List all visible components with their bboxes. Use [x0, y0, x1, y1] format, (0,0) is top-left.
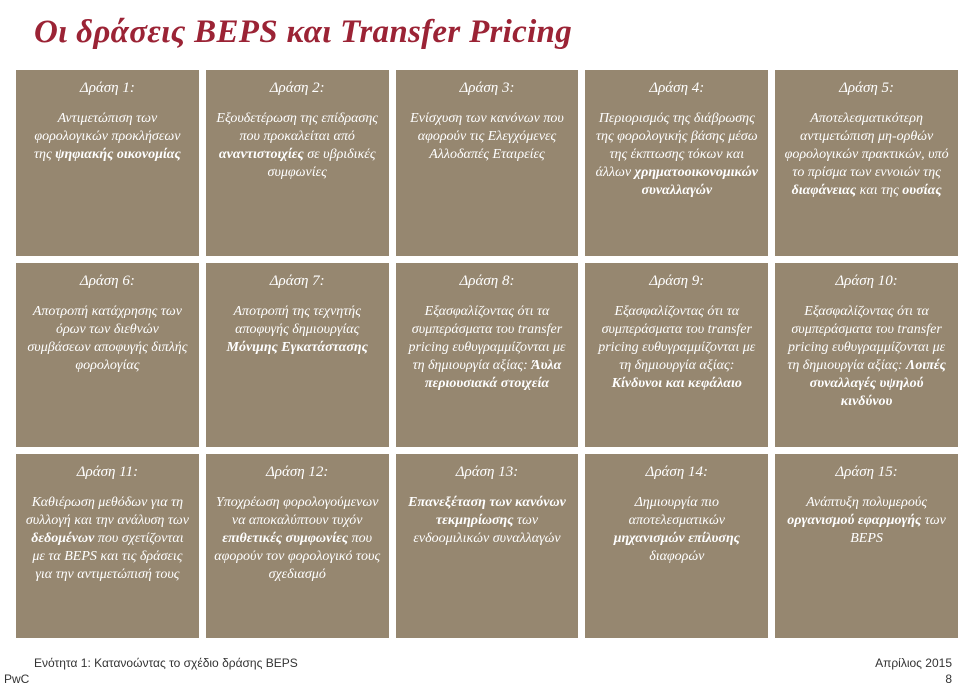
action-text: που σχετίζονται με τα BEPS και τις δράσεις για την αντιμετώπισή τους	[32, 531, 184, 582]
action-text: των BEPS	[850, 513, 946, 546]
action-body	[16, 110, 199, 164]
footer-section: Ενότητα 1: Κατανοώντας το σχέδιο δράσης BEPS	[34, 656, 298, 670]
action-card	[206, 454, 389, 638]
action-text: Υποχρέωση φορολογούμενων να αποκαλύπτουν τυχόν	[215, 495, 379, 528]
action-text: Αποτροπή της τεχνητής αποφυγής δημιουργίας	[233, 304, 361, 337]
action-body	[585, 303, 768, 393]
action-title: Δράση 15:	[835, 464, 898, 480]
page-number: 8	[945, 672, 952, 686]
action-text: των ενδοομιλικών συναλλαγών	[413, 513, 561, 546]
action-title: Δράση 14:	[645, 464, 709, 480]
action-title: Δράση 11:	[76, 464, 139, 480]
action-text: Ενίσχυση των κανόνων που αφορούν τις Ελεγχόμενες Αλλοδαπές Εταιρείες	[410, 111, 564, 162]
action-text: Ανάπτυξη πολυμερούς	[806, 495, 928, 510]
actions-row-2	[16, 263, 958, 447]
action-body	[16, 494, 199, 584]
action-text: Αποτελεσματικότερη αντιμετώπιση μη-ορθών φορολογικών πρακτικών, υπό το πρίσμα των εννοιών της	[784, 111, 949, 180]
action-text-emphasis: Μόνιμης Εγκατάστασης	[226, 340, 368, 355]
action-text-emphasis: διαφάνειας	[791, 183, 857, 198]
action-title: Δράση 7:	[269, 273, 325, 289]
action-text: Περιορισμός της διάβρωσης της φορολογικής βάσης μέσω της έκπτωσης τόκων και άλλων	[595, 111, 758, 180]
action-text-emphasis: ψηφιακής οικονομίας	[55, 147, 181, 162]
action-text: που αφορούν τον φορολογικό τους σχεδιασμό	[214, 531, 381, 582]
action-title: Δράση 1:	[79, 80, 135, 96]
action-body	[585, 494, 768, 566]
action-title: Δράση 12:	[265, 464, 329, 480]
action-text: Εξασφαλίζοντας ότι τα συμπεράσματα του transfer pricing ευθυγραμμίζονται με τη δημιουργία αξίας:	[598, 304, 756, 373]
action-text: Εξασφαλίζοντας ότι τα συμπεράσματα του transfer pricing ευθυγραμμίζονται με τη δημιουργία αξίας:	[787, 304, 946, 373]
actions-row-1	[16, 70, 958, 256]
footer-brand: PwC	[4, 672, 30, 686]
action-text: σε υβριδικές συμφωνίες	[267, 147, 376, 180]
action-body	[206, 494, 389, 584]
action-card	[396, 454, 579, 638]
action-card	[16, 70, 199, 256]
action-title: Δράση 3:	[459, 80, 515, 96]
action-text-emphasis: οργανισμού εφαρμογής	[787, 513, 922, 528]
action-title: Δράση 10:	[835, 273, 898, 289]
action-card	[775, 263, 958, 447]
action-card	[16, 263, 199, 447]
action-text-emphasis: δεδομένων	[31, 531, 95, 546]
action-body	[16, 303, 199, 375]
action-title: Δράση 8:	[459, 273, 515, 289]
action-card	[16, 454, 199, 638]
action-text: Δημιουργία πιο αποτελεσματικών	[628, 495, 725, 528]
actions-grid	[16, 70, 958, 645]
action-card	[775, 70, 958, 256]
action-body	[396, 303, 579, 393]
action-text: διαφορών	[649, 549, 705, 564]
action-title: Δράση 9:	[649, 273, 705, 289]
action-text-emphasis: χρηματοοικονομικών συναλλαγών	[634, 165, 759, 198]
action-text: Καθιέρωση μεθόδων για τη συλλογή και την ανάλυση των	[25, 495, 189, 528]
action-title: Δράση 4:	[649, 80, 705, 96]
action-body	[206, 303, 389, 357]
action-text: Αποτροπή κατάχρησης των όρων των διεθνών συμβάσεων αποφυγής διπλής φορολογίας	[27, 304, 188, 373]
action-card	[396, 70, 579, 256]
action-body	[396, 494, 579, 548]
action-card	[585, 454, 768, 638]
action-card	[206, 70, 389, 256]
action-text-emphasis: Επανεξέταση των κανόνων τεκμηρίωσης	[408, 495, 566, 528]
action-card	[396, 263, 579, 447]
action-card	[775, 454, 958, 638]
action-text: και της	[856, 183, 903, 198]
action-text-emphasis: αναντιστοιχίες	[218, 147, 304, 162]
action-body	[775, 303, 958, 411]
action-body	[775, 110, 958, 200]
action-text-emphasis: Κίνδυνοι και κεφάλαιο	[611, 376, 742, 391]
action-card	[206, 263, 389, 447]
page-title: Οι δράσεις BEPS και Transfer Pricing	[34, 14, 573, 50]
action-text: Εξουδετέρωση της επίδρασης που προκαλείται από	[216, 111, 378, 144]
action-text: Εξασφαλίζοντας ότι τα συμπεράσματα του transfer pricing ευθυγραμμίζονται με τη δημιουργία αξίας:	[408, 304, 566, 373]
action-title: Δράση 13:	[455, 464, 519, 480]
action-body	[206, 110, 389, 182]
action-body	[775, 494, 958, 548]
actions-row-3	[16, 454, 958, 638]
footer-date: Απρίλιος 2015	[875, 656, 952, 670]
action-text-emphasis: επιθετικές συμφωνίες	[222, 531, 349, 546]
action-card	[585, 70, 768, 256]
action-text-emphasis: Άυλα περιουσιακά στοιχεία	[424, 358, 562, 391]
action-body	[585, 110, 768, 200]
action-text-emphasis: Λοιπές συναλλαγές υψηλού κινδύνου	[809, 358, 946, 409]
action-text-emphasis: μηχανισμών επίλυσης	[613, 531, 740, 546]
action-title: Δράση 5:	[839, 80, 895, 96]
action-title: Δράση 2:	[269, 80, 325, 96]
action-text: Αντιμετώπιση των φορολογικών προκλήσεων της	[34, 111, 181, 162]
action-title: Δράση 6:	[79, 273, 135, 289]
action-body	[396, 110, 579, 164]
action-text-emphasis: ουσίας	[902, 183, 942, 198]
action-card	[585, 263, 768, 447]
